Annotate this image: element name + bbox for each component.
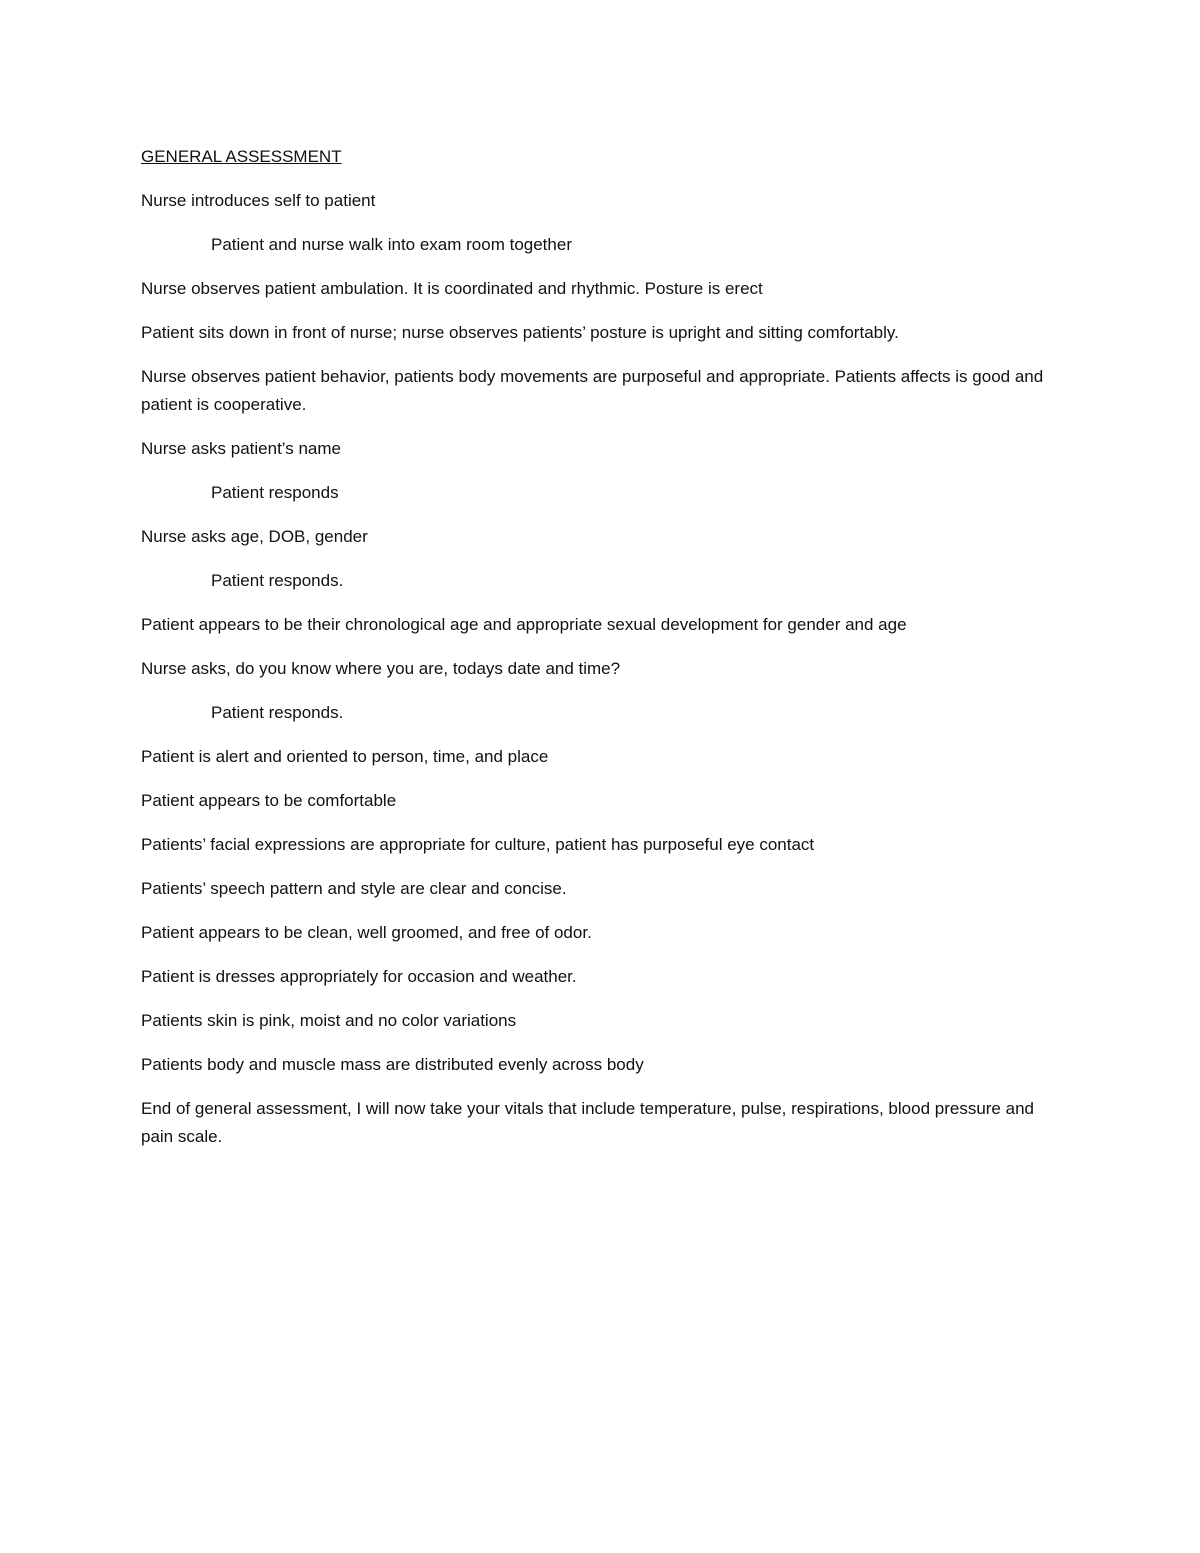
paragraph-indented: Patient responds <box>211 483 339 502</box>
paragraph: Patient appears to be their chronological age and appropriate sexual development for gender and age <box>141 615 907 634</box>
paragraph: Patient sits down in front of nurse; nurse observes patients’ posture is upright and sitting comfortably. <box>141 323 899 342</box>
paragraph: Patient appears to be comfortable <box>141 791 397 810</box>
paragraph-indented: Patient responds. <box>211 571 344 590</box>
paragraph: Nurse introduces self to patient <box>141 191 376 210</box>
paragraph: Nurse asks patient’s name <box>141 439 342 458</box>
document-body <box>141 143 1061 1167</box>
paragraph: Patients’ facial expressions are appropriate for culture, patient has purposeful eye contact <box>141 835 815 854</box>
paragraph: Patient is dresses appropriately for occasion and weather. <box>141 967 577 986</box>
paragraph: Nurse asks age, DOB, gender <box>141 527 368 546</box>
page-title: GENERAL ASSESSMENT <box>141 147 342 166</box>
paragraph-indented: Patient and nurse walk into exam room together <box>211 235 572 254</box>
paragraph: Patient appears to be clean, well groomed, and free of odor. <box>141 923 592 942</box>
paragraph: Nurse asks, do you know where you are, todays date and time? <box>141 659 621 678</box>
paragraph: End of general assessment, I will now take your vitals that include temperature, pulse, respirations, blood pressure and pain scale. <box>141 1099 1034 1146</box>
paragraph-indented: Patient responds. <box>211 703 344 722</box>
paragraph: Patients’ speech pattern and style are clear and concise. <box>141 879 567 898</box>
paragraph: Patients skin is pink, moist and no color variations <box>141 1011 517 1030</box>
paragraph: Nurse observes patient ambulation. It is coordinated and rhythmic. Posture is erect <box>141 279 763 298</box>
paragraph: Patients body and muscle mass are distributed evenly across body <box>141 1055 644 1074</box>
paragraph: Patient is alert and oriented to person, time, and place <box>141 747 549 766</box>
paragraph: Nurse observes patient behavior, patients body movements are purposeful and appropriate. Patients affects is good and patient is cooperative. <box>141 367 1044 414</box>
